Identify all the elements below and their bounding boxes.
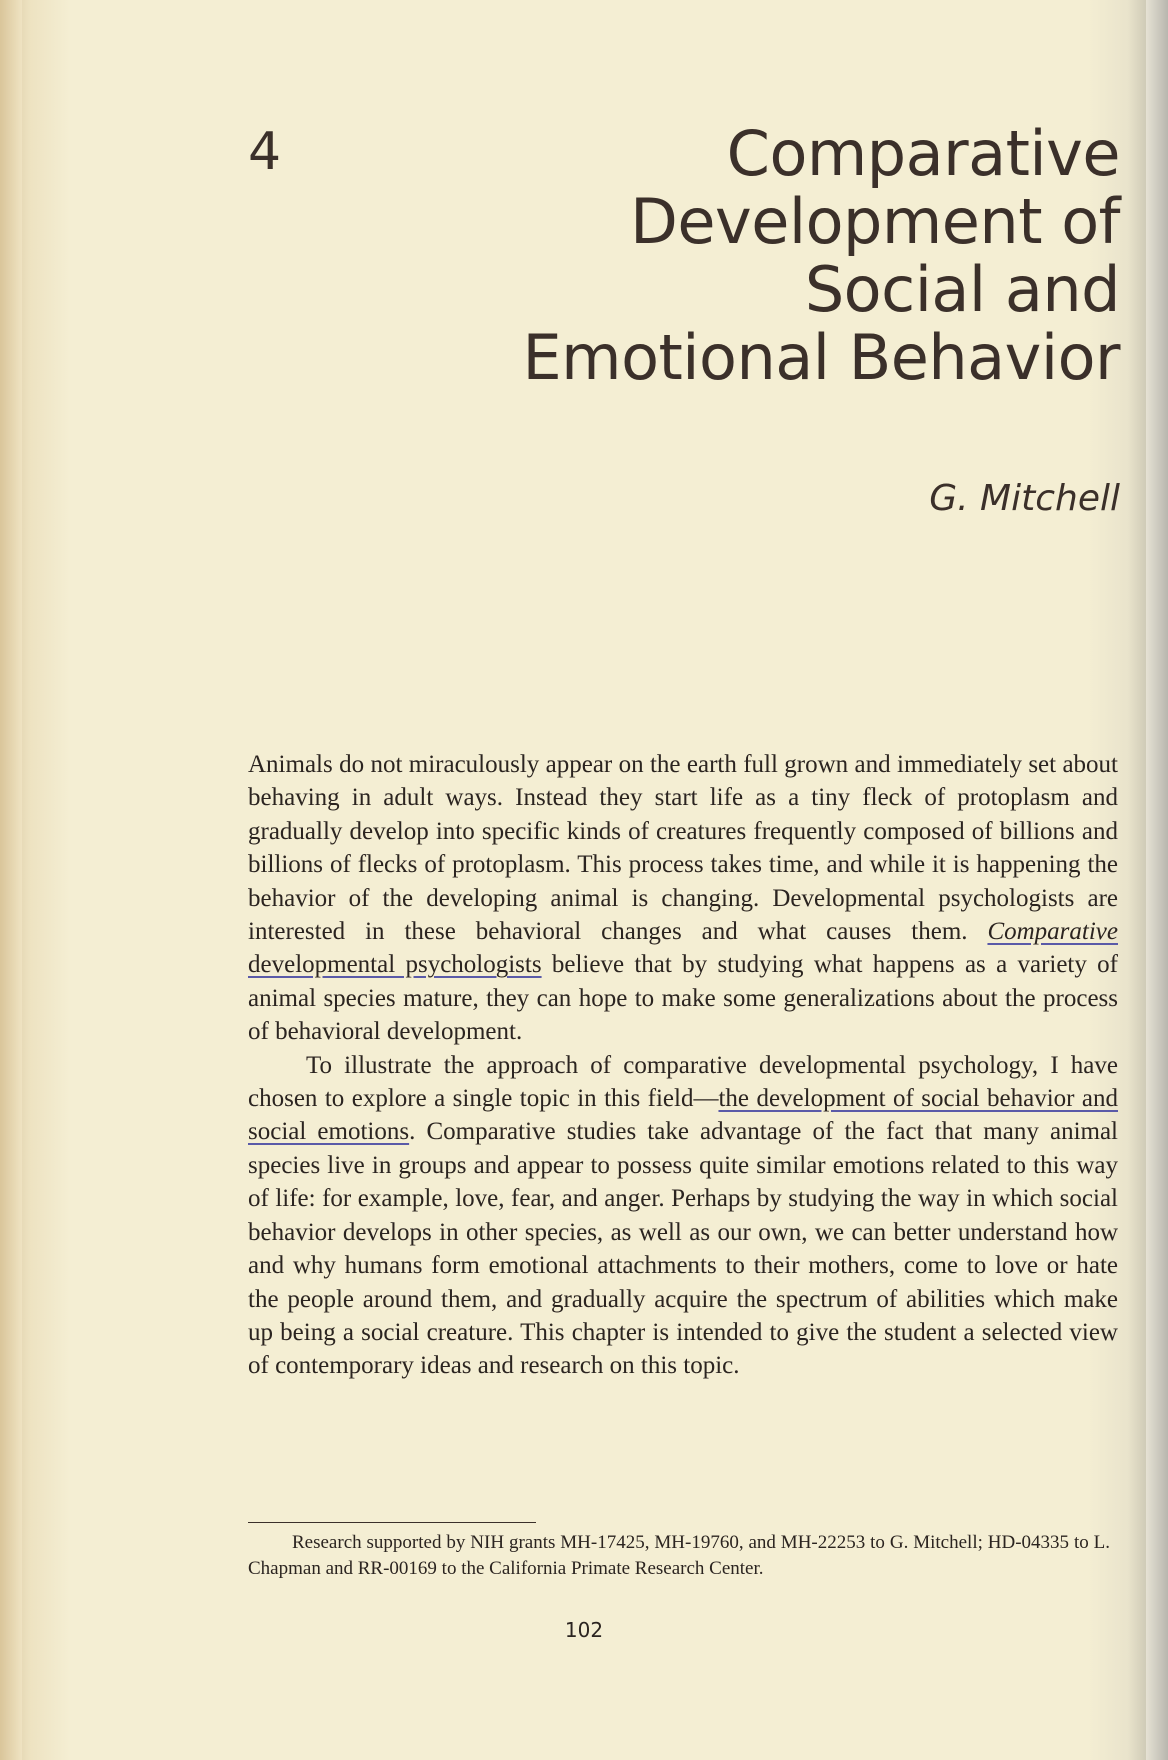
chapter-title (360, 117, 1120, 394)
underlined-phrase: Comparative developmental psychologists (248, 918, 1118, 979)
chapter-title-line: Social and (804, 253, 1120, 326)
paragraph-text: To illustrate the approach of comparative developmental psychology, I have chosen to explore a single topic in this field— (248, 1051, 1118, 1113)
chapter-title-line: Emotional Behavior (522, 321, 1120, 394)
page-right-edge (1146, 0, 1168, 1760)
underlined-phrase: the development of social behavior and social emotions (248, 1085, 1118, 1146)
chapter-title-line: Development of (630, 185, 1120, 258)
paragraph-text: . Comparative studies take advantage of the fact that many animal species live in groups and appear to possess quite similar emotions related to this way of life: for example, love, fear, and anger. Perhaps by studying the way in which social behavior develops in other species, as well as our own, we can better understand how and why humans form emotional attachments to their mothers, come to love or hate the people around them, and gradually acquire the spectrum of abilities which make up being a social creature. This chapter is intended to give the student a selected view of contemporary ideas and research on this topic. (248, 1118, 1118, 1380)
chapter-title-line: Comparative (726, 117, 1120, 190)
paragraph-text: Animals do not miraculously appear on the earth full grown and immediately set about behaving in adult ways. Instead they start life as a tiny fleck of protoplasm and gradually develop into specific kinds of creatures frequently composed of billions and billions of flecks of protoplasm. This process takes time, and while it is happening the behavior of the developing animal is changing. Developmental psychologists are interested in these behavioral changes and what causes them. (248, 751, 1118, 946)
page-binding-edge (0, 0, 22, 1760)
paragraph-text: believe that by studying what happens as a variety of animal species mature, they can hope to make some generalizations about the process of behavioral development. (248, 951, 1118, 1046)
chapter-header (248, 117, 1120, 394)
body-text (248, 748, 1118, 1383)
page-number: 102 (564, 1618, 604, 1642)
footnote: Research supported by NIH grants MH-17425, MH-19760, and MH-22253 to G. Mitchell; HD-04335 to L. Chapman and RR-00169 to the California Primate Research Center. (248, 1532, 1110, 1579)
author-name: G. Mitchell (929, 478, 1120, 519)
chapter-number: 4 (248, 122, 282, 182)
footnote-divider (248, 1522, 536, 1523)
paragraph-2 (248, 1049, 1118, 1383)
paragraph-1 (248, 748, 1118, 1049)
